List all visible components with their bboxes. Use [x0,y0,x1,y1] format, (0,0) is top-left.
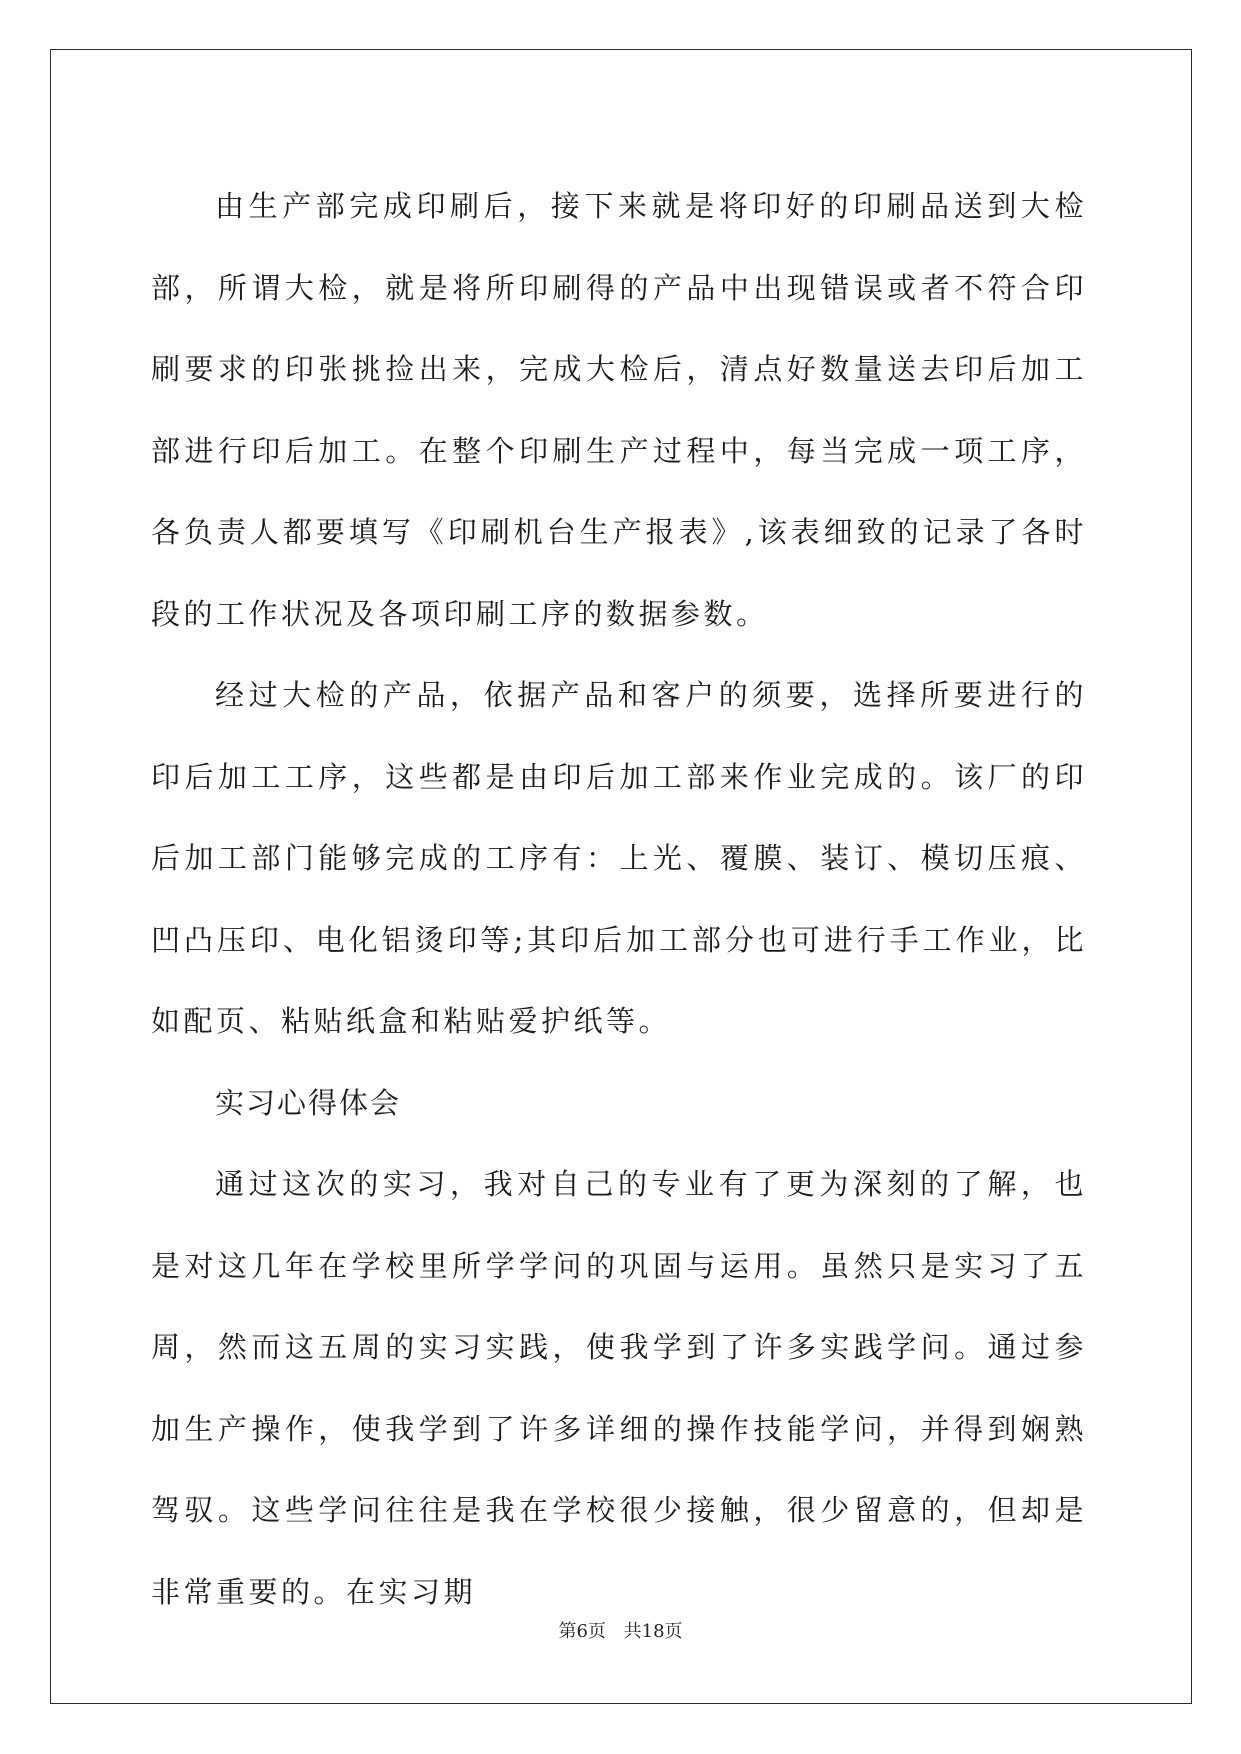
paragraph-internship-reflection: 通过这次的实习，我对自己的专业有了更为深刻的了解，也是对这几年在学校里所学学问的巩固与运用。虽然只是实习了五周，然而这五周的实习实践，使我学到了许多实践学问。通过参加生产操作，使我学到了许多详细的操作技能学问，并得到娴熟驾驭。这些学问往往是我在学校很少接触，很少留意的，但却是非常重要的。在实习期 [151,1167,1087,1609]
page-total: 共18页 [623,1621,683,1642]
paragraph-post-press-processing: 经过大检的产品，依据产品和客户的须要，选择所要进行的印后加工工序，这些都是由印后加工部来作业完成的。该厂的印后加工部门能够完成的工序有：上光、覆膜、装订、模切压痕、凹凸压印、电化铝烫印等;其印后加工部分也可进行手工作业，比如配页、粘贴纸盒和粘贴爱护纸等。 [151,678,1087,1038]
paragraph-printing-inspection: 由生产部完成印刷后，接下来就是将印好的印刷品送到大检部，所谓大检，就是将所印刷得的产品中出现错误或者不符合印刷要求的印张挑捡出来，完成大检后，清点好数量送去印后加工部进行印后加工。在整个印刷生产过程中，每当完成一项工序，各负责人都要填写《印刷机台生产报表》,该表细致的记录了各时段的工作状况及各项印刷工序的数据参数。 [151,189,1087,631]
page-number: 第6页 [558,1621,606,1642]
page-footer [0,1617,1241,1643]
document-body [151,166,1087,1633]
section-heading: 实习心得体会 [215,1085,402,1120]
